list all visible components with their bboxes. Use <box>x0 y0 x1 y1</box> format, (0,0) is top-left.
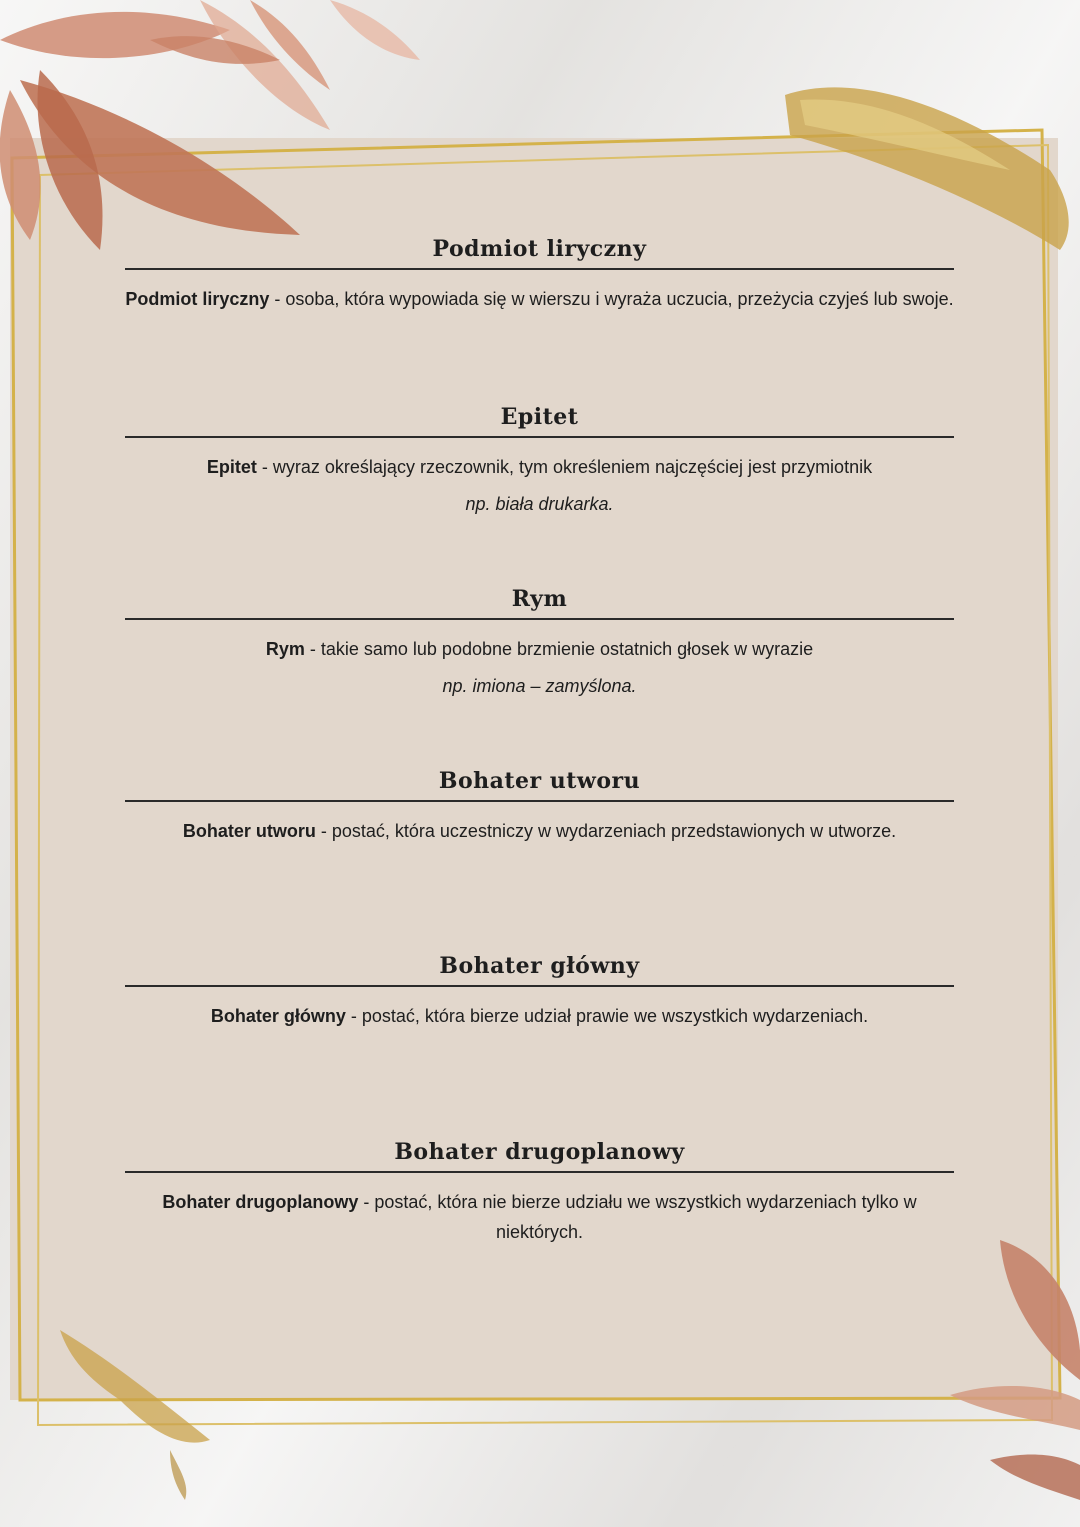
definition-text: - postać, która uczestniczy w wydarzeniach przedstawionych w utworze. <box>315 821 897 841</box>
definition-text: - postać, która nie bierze udziału we wszystkich wydarzeniach tylko w niektórych. <box>358 1192 917 1242</box>
definition-term: Bohater drugoplanowy <box>162 1192 359 1212</box>
definition-text: - takie samo lub podobne brzmienie ostatnich głosek w wyrazie <box>304 639 814 659</box>
section-epitet <box>125 404 954 515</box>
section-definition <box>125 634 954 664</box>
section-definition <box>125 1001 954 1031</box>
section-rym <box>125 586 954 697</box>
definition-text: - wyraz określający rzeczownik, tym określeniem najczęściej jest przymiotnik <box>256 457 873 477</box>
definition-term: Epitet <box>206 457 257 477</box>
section-podmiot-liryczny <box>125 236 954 314</box>
definition-term: Bohater utworu <box>182 821 316 841</box>
section-bohater-utworu <box>125 768 954 846</box>
section-heading: Podmiot liryczny <box>125 236 954 270</box>
section-heading: Rym <box>125 586 954 620</box>
definition-text: - osoba, która wypowiada się w wierszu i wyraża uczucia, przeżycia czyjeś lub swoje. <box>269 289 954 309</box>
section-definition <box>125 284 954 314</box>
section-bohater-glowny <box>125 953 954 1031</box>
section-bohater-drugoplanowy <box>125 1139 954 1247</box>
section-example: np. imiona – zamyślona. <box>442 676 637 696</box>
definition-term: Rym <box>265 639 305 659</box>
section-definition <box>125 816 954 846</box>
definition-text: - postać, która bierze udział prawie we wszystkich wydarzeniach. <box>345 1006 869 1026</box>
definition-term: Bohater główny <box>210 1006 346 1026</box>
definition-term: Podmiot liryczny <box>125 289 270 309</box>
section-heading: Epitet <box>125 404 954 438</box>
section-heading: Bohater drugoplanowy <box>125 1139 954 1173</box>
section-heading: Bohater utworu <box>125 768 954 802</box>
section-example: np. biała drukarka. <box>465 494 614 514</box>
section-definition <box>125 1187 954 1247</box>
section-heading: Bohater główny <box>125 953 954 987</box>
section-definition <box>125 452 954 482</box>
